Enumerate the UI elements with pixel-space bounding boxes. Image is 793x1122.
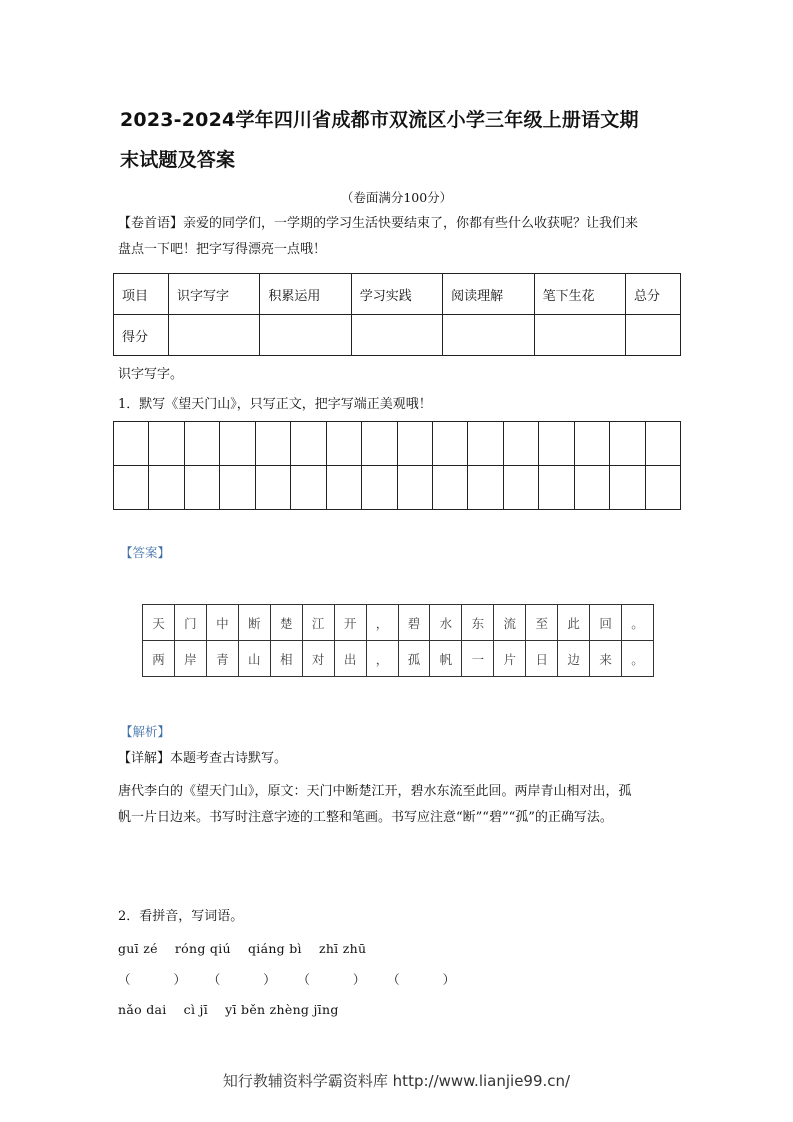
title-line-2: 末试题及答案	[120, 149, 236, 171]
writing-cell	[114, 466, 149, 510]
answer-brackets-row: （ ） （ ） （ ） （ ）	[118, 972, 456, 987]
answer-cell: 中	[206, 605, 238, 641]
writing-cell	[326, 466, 361, 510]
writing-cell	[149, 422, 184, 466]
writing-cell	[468, 422, 503, 466]
answer-cell: 回	[590, 605, 622, 641]
answer-cell: 开	[334, 605, 366, 641]
score-cell	[626, 315, 681, 356]
writing-cell	[397, 422, 432, 466]
score-header-cell: 积累运用	[260, 274, 351, 315]
writing-cell	[645, 466, 680, 510]
score-table-header-row	[114, 274, 681, 315]
question-1: 1．默写《望天门山》，只写正文，把字写端正美观哦！	[118, 397, 432, 412]
answer-cell: 东	[462, 605, 494, 641]
answer-cell: 碧	[398, 605, 430, 641]
footer-watermark: 知行教辅资料学霸资料库 http://www.lianjie99.cn/	[222, 1072, 571, 1090]
writing-cell	[432, 466, 467, 510]
answer-cell: 日	[526, 641, 558, 677]
explanation-line-2: 帆一片日边来。书写时注意字迹的工整和笔画。书写应注意“断”“碧”“孤”的正确写法。	[118, 810, 613, 825]
writing-cell	[184, 466, 219, 510]
answer-cell: 至	[526, 605, 558, 641]
answer-cell: 江	[302, 605, 334, 641]
answer-cell: 帆	[430, 641, 462, 677]
writing-cell	[291, 422, 326, 466]
score-header-cell: 总分	[626, 274, 681, 315]
answer-cell: 青	[206, 641, 238, 677]
answer-cell: 边	[558, 641, 590, 677]
writing-cell	[432, 422, 467, 466]
pinyin-row-2: nǎo dai cì jī yī běn zhèng jīng	[118, 1002, 339, 1017]
score-cell	[443, 315, 534, 356]
intro-line-2: 盘点一下吧！把字写得漂亮一点哦！	[118, 242, 327, 257]
answer-row-2	[143, 641, 654, 677]
writing-cell	[574, 466, 609, 510]
answer-cell: 流	[494, 605, 526, 641]
score-header-cell: 学习实践	[351, 274, 442, 315]
intro-line-1: 【卷首语】亲爱的同学们，一学期的学习生活快要结束了，你都有些什么收获呢？让我们来	[118, 216, 639, 231]
answer-cell: 孤	[398, 641, 430, 677]
writing-cell	[255, 422, 290, 466]
writing-cell	[645, 422, 680, 466]
score-cell	[534, 315, 625, 356]
score-header-cell: 项目	[114, 274, 169, 315]
writing-cell	[220, 466, 255, 510]
score-cell	[260, 315, 351, 356]
question-2: 2．看拼音，写词语。	[118, 909, 244, 924]
writing-grid-row	[114, 422, 681, 466]
answer-cell: ，	[366, 641, 398, 677]
score-row-label: 得分	[114, 315, 169, 356]
score-note: （卷面满分100分）	[340, 190, 453, 205]
answer-cell: 山	[238, 641, 270, 677]
writing-grid	[113, 421, 681, 510]
answer-cell: 两	[143, 641, 175, 677]
writing-cell	[503, 422, 538, 466]
answer-cell: 相	[270, 641, 302, 677]
answer-cell: 对	[302, 641, 334, 677]
answer-cell: 一	[462, 641, 494, 677]
writing-cell	[539, 466, 574, 510]
score-header-cell: 阅读理解	[443, 274, 534, 315]
writing-cell	[397, 466, 432, 510]
score-table	[113, 273, 681, 356]
writing-cell	[503, 466, 538, 510]
answer-cell: 天	[143, 605, 175, 641]
answer-tag: 【答案】	[120, 545, 171, 560]
answer-row-1	[143, 605, 654, 641]
pinyin-row-1: guī zé róng qiú qiáng bì zhī zhū	[118, 941, 367, 956]
answer-cell: 。	[622, 641, 654, 677]
score-header-cell: 识字写字	[169, 274, 260, 315]
answer-table	[142, 604, 654, 677]
answer-cell: 来	[590, 641, 622, 677]
answer-cell: 楚	[270, 605, 302, 641]
detail-line: 【详解】本题考查古诗默写。	[118, 751, 288, 766]
analysis-tag: 【解析】	[120, 724, 171, 739]
writing-cell	[291, 466, 326, 510]
writing-cell	[610, 466, 645, 510]
answer-cell: 出	[334, 641, 366, 677]
answer-cell: 门	[174, 605, 206, 641]
section-heading: 识字写字。	[118, 367, 184, 382]
writing-cell	[468, 466, 503, 510]
score-header-cell: 笔下生花	[534, 274, 625, 315]
writing-cell	[539, 422, 574, 466]
score-cell	[351, 315, 442, 356]
explanation-paragraph	[118, 779, 684, 831]
title-line-1: 2023-2024学年四川省成都市双流区小学三年级上册语文期	[120, 109, 639, 131]
intro-paragraph	[118, 211, 684, 263]
writing-cell	[114, 422, 149, 466]
writing-cell	[255, 466, 290, 510]
writing-cell	[220, 422, 255, 466]
explanation-line-1: 唐代李白的《望天门山》，原文：天门中断楚江开，碧水东流至此回。两岸青山相对出，孤	[118, 784, 632, 799]
answer-cell: 岸	[174, 641, 206, 677]
score-cell	[169, 315, 260, 356]
answer-cell: 片	[494, 641, 526, 677]
writing-cell	[610, 422, 645, 466]
score-table-score-row	[114, 315, 681, 356]
document-title	[120, 100, 680, 180]
writing-cell	[326, 422, 361, 466]
writing-cell	[574, 422, 609, 466]
answer-cell: 断	[238, 605, 270, 641]
answer-cell: 此	[558, 605, 590, 641]
writing-cell	[362, 466, 397, 510]
answer-cell: 。	[622, 605, 654, 641]
answer-cell: ，	[366, 605, 398, 641]
writing-cell	[149, 466, 184, 510]
writing-cell	[184, 422, 219, 466]
answer-cell: 水	[430, 605, 462, 641]
writing-grid-row	[114, 466, 681, 510]
writing-cell	[362, 422, 397, 466]
